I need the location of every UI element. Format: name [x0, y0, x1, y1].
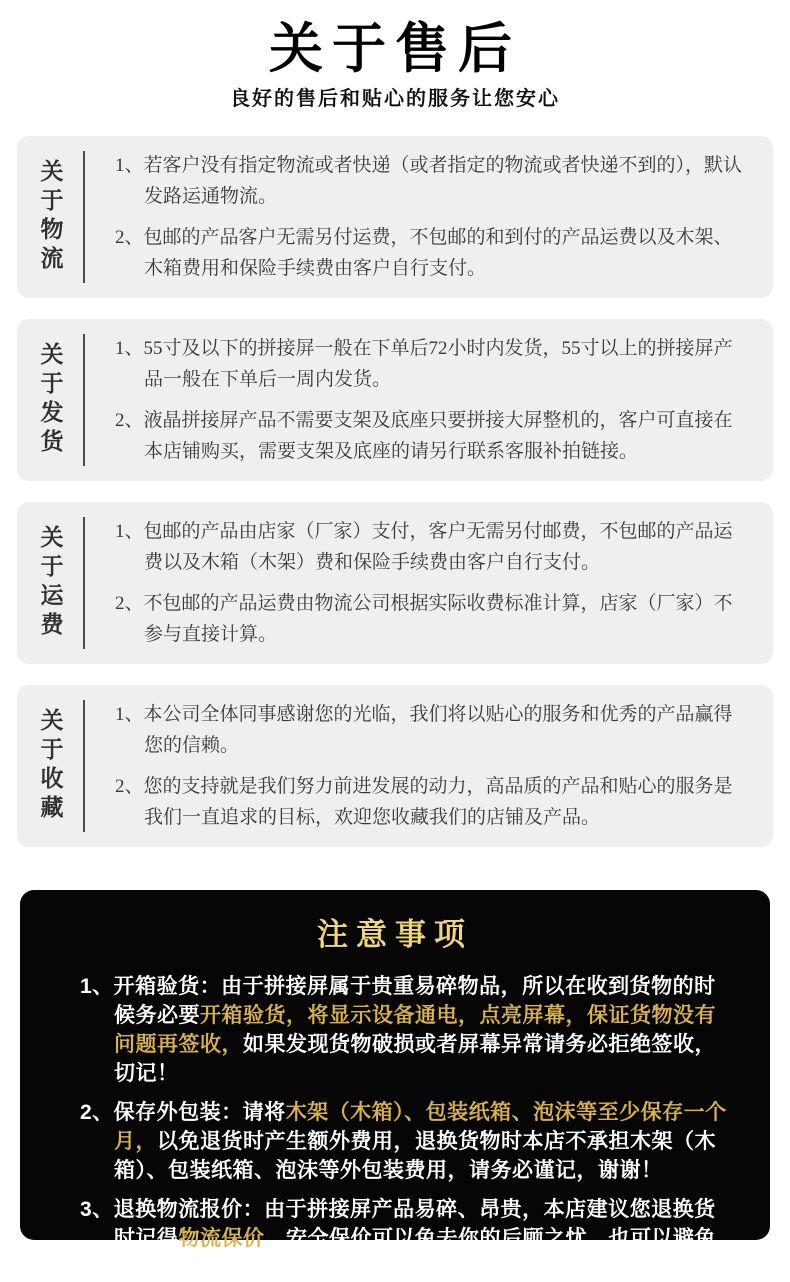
section-label-column — [17, 502, 83, 664]
section-card — [17, 685, 773, 847]
info-sections — [0, 136, 790, 847]
section-body — [85, 685, 773, 847]
notice-item — [80, 1098, 730, 1185]
section-item: 2、液晶拼接屏产品不需要支架及底座只要拼接大屏整机的，客户可直接在本店铺购买，需要支架及底座的请另行联系客服补拍链接。 — [115, 410, 733, 462]
section-item: 1、包邮的产品由店家（厂家）支付，客户无需另付邮费，不包邮的产品运费以及木箱（木架）费和保险手续费由客户自行支付。 — [115, 521, 733, 573]
notice-text: ，安全保价可以免去你的后顾之忧，也可以避免产品破损给你带来的损失。 — [114, 1227, 716, 1279]
notice-text: 1、开箱验货：由于拼接屏属于贵重易碎物品，所以在收到货物的时候务必要 — [80, 975, 716, 1027]
section-card — [17, 319, 773, 481]
page-title: 关于售后 — [269, 19, 521, 79]
section-item: 2、不包邮的产品运费由物流公司根据实际收费标准计算，店家（厂家）不参与直接计算。 — [115, 593, 733, 645]
section-item: 1、本公司全体同事感谢您的光临，我们将以贴心的服务和优秀的产品赢得您的信赖。 — [115, 704, 733, 756]
section-card — [17, 136, 773, 298]
section-label: 关于收藏 — [37, 708, 63, 824]
section-item: 1、若客户没有指定物流或者快递（或者指定的物流或者快递不到的），默认发路运通物流。 — [115, 155, 743, 207]
section-body — [85, 136, 773, 298]
notice-text: 2、保存外包装：请将 — [80, 1101, 286, 1124]
page-subtitle: 良好的售后和贴心的服务让您安心 — [230, 88, 560, 110]
notice-item — [80, 1195, 730, 1282]
notice-title: 注意事项 — [317, 917, 473, 952]
section-item: 2、您的支持就是我们努力前进发展的动力，高品质的产品和贴心的服务是我们一直追求的目标，欢迎您收藏我们的店铺及产品。 — [115, 776, 733, 828]
page-header — [0, 0, 790, 111]
highlighted-text: 开箱验货，将显示设备通电，点亮屏幕，保证货物没有问题再签收， — [114, 1004, 716, 1056]
section-label: 关于物流 — [37, 159, 63, 275]
notice-text: 3、退换物流报价：由于拼接屏产品易碎、昂贵，本店建议您退换货时记得 — [80, 1198, 716, 1250]
notice-panel — [20, 890, 770, 1279]
section-label: 关于运费 — [37, 525, 63, 641]
section-item: 2、包邮的产品客户无需另付运费，不包邮的和到付的产品运费以及木架、木箱费用和保险手续费由客户自行支付。 — [115, 227, 733, 279]
notice-text: 如果发现货物破损或者屏幕异常请务必拒绝签收，切记！ — [114, 1033, 716, 1085]
section-card — [17, 502, 773, 664]
notice-text: 以免退货时产生额外费用，退换货物时本店不承担木架（木箱）、包装纸箱、泡沫等外包装费用，请务必谨记，谢谢！ — [114, 1130, 716, 1182]
section-body — [85, 319, 773, 481]
section-item: 1、55寸及以下的拼接屏一般在下单后72小时内发货，55寸以上的拼接屏产品一般在下单后一周内发货。 — [115, 338, 733, 390]
notice-item-list — [20, 972, 770, 1282]
section-label-column — [17, 136, 83, 298]
notice-item — [80, 972, 730, 1088]
section-label: 关于发货 — [37, 342, 63, 458]
section-body — [85, 502, 773, 664]
section-label-column — [17, 685, 83, 847]
highlighted-text: 木架（木箱）、包装纸箱、泡沫等至少保存一个月， — [114, 1101, 727, 1153]
highlighted-text: 物流保价 — [178, 1227, 265, 1250]
section-label-column — [17, 319, 83, 481]
